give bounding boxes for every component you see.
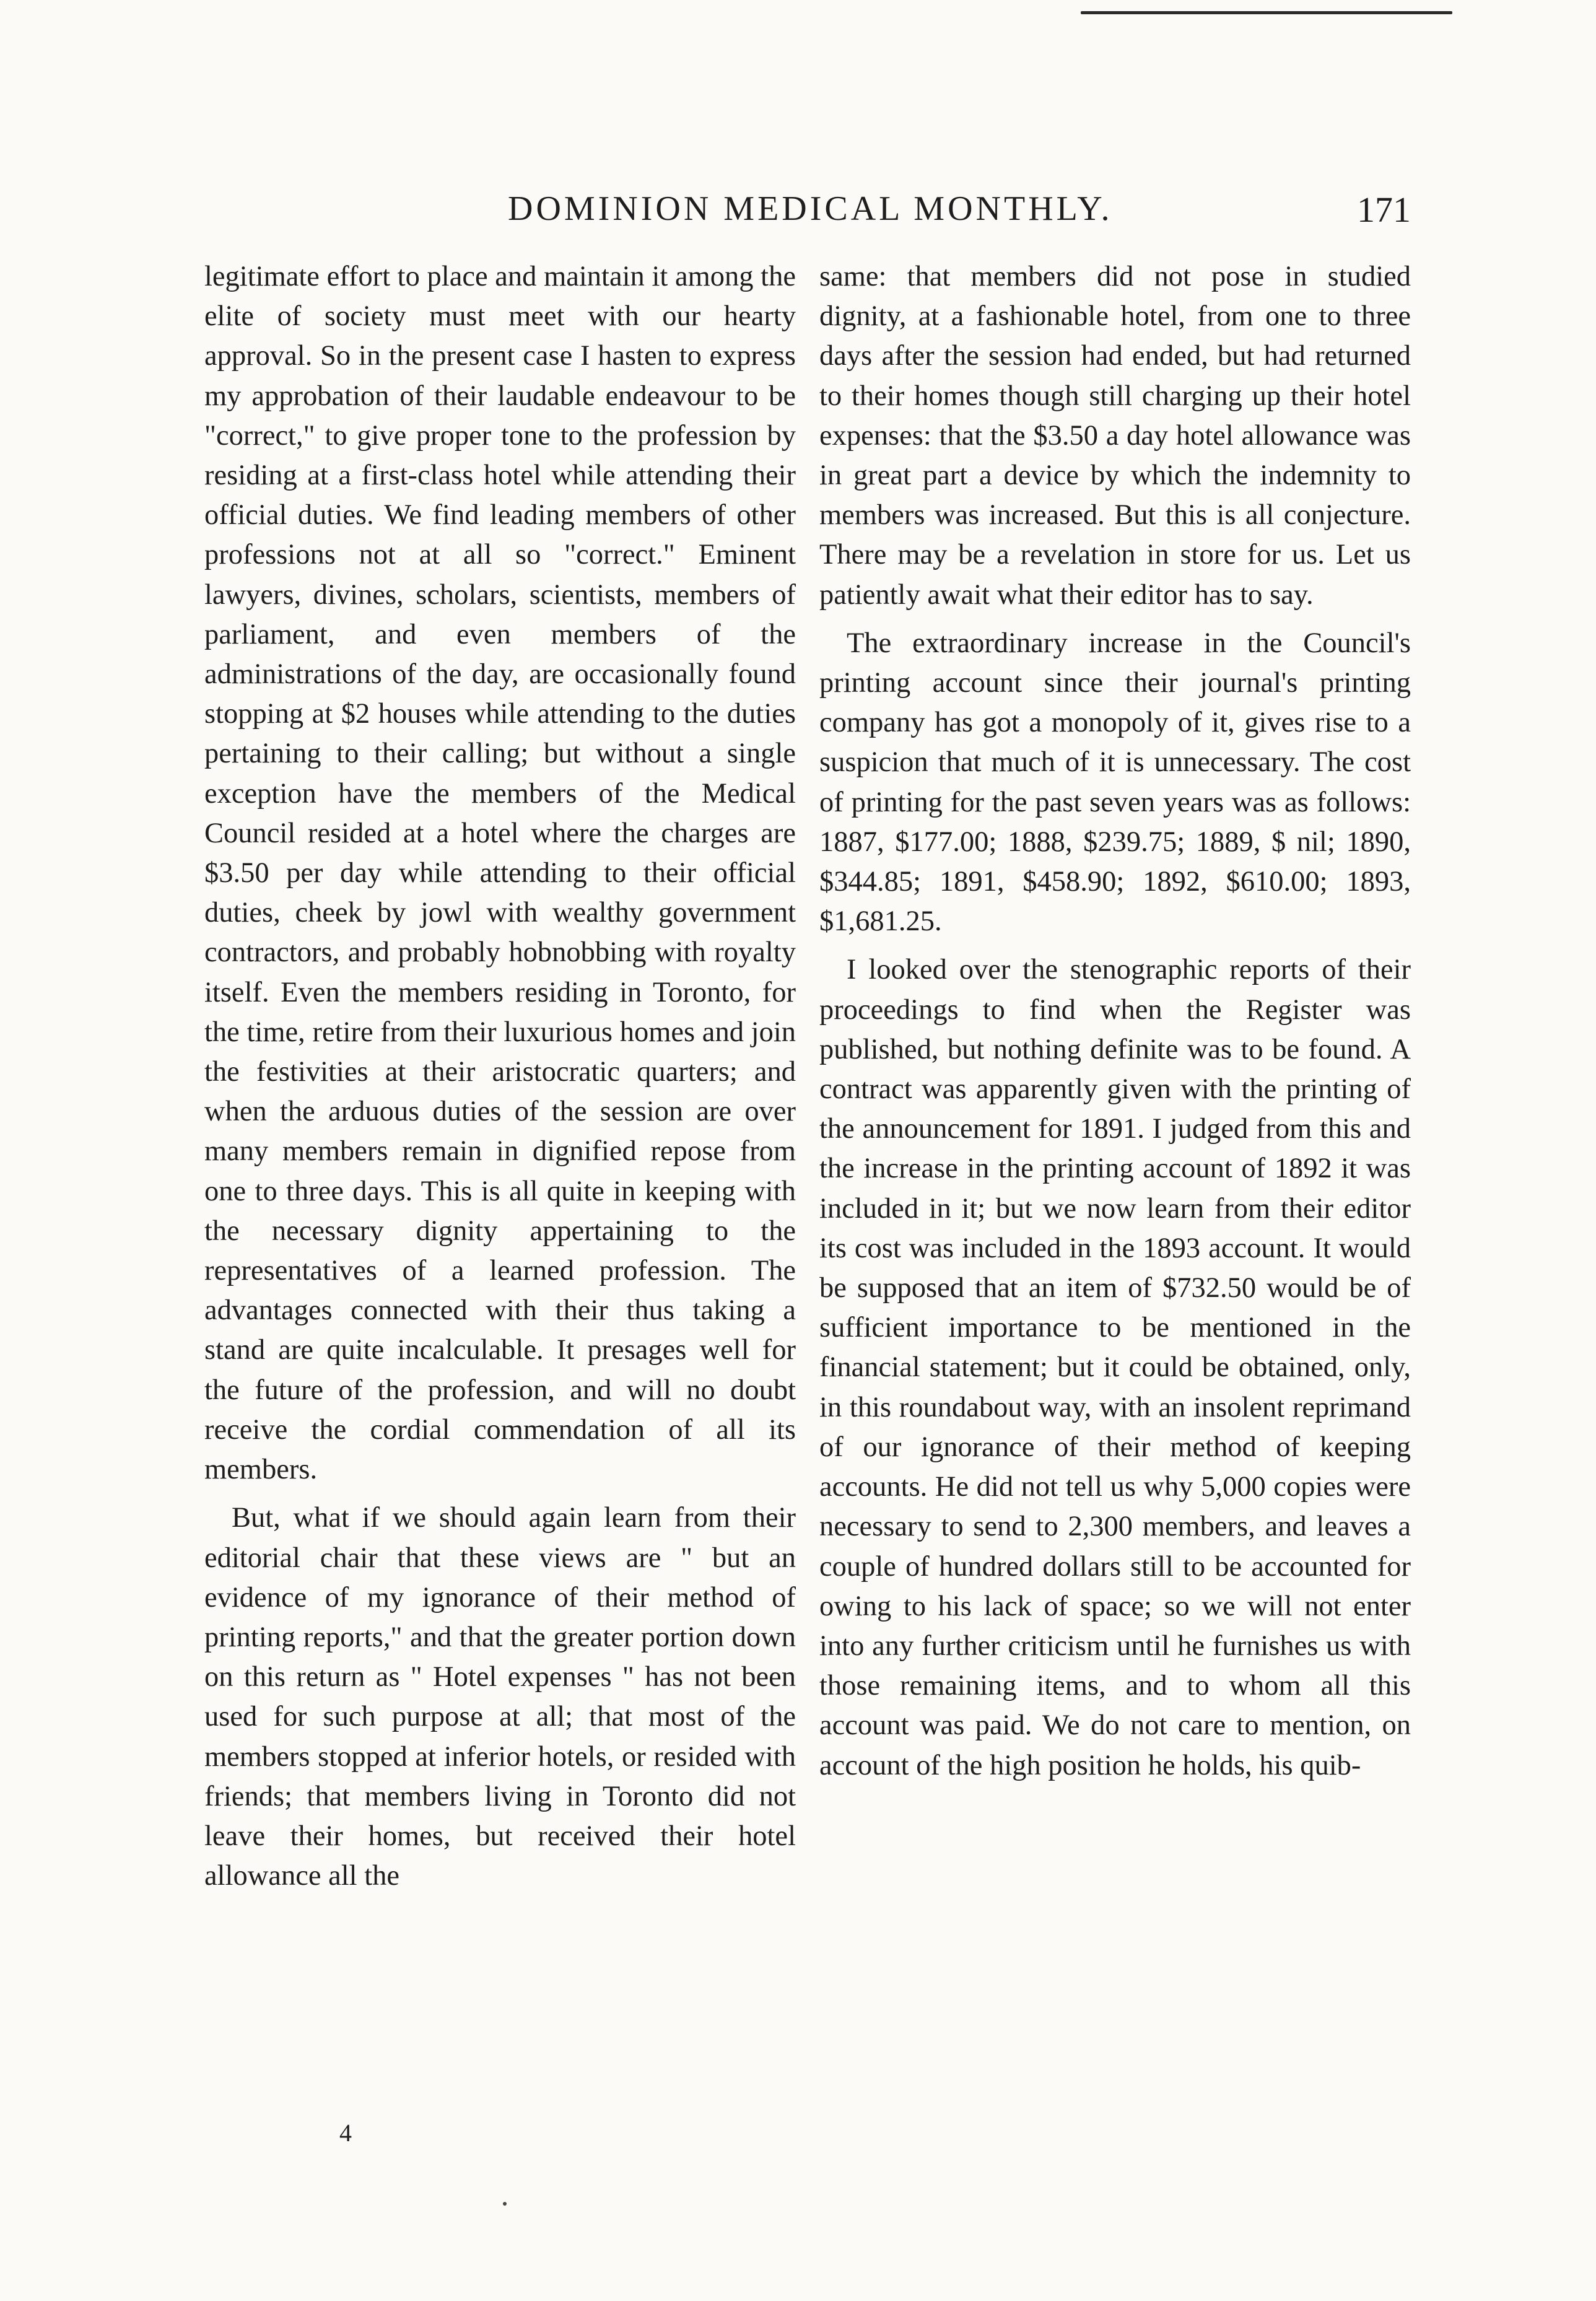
left-paragraph-1: legitimate effort to place and maintain it among the elite of society must meet with our hearty approval. So in the present case I hasten to express my approbation of their laudable endeavour to be "correct," to give proper tone to the profession by residing at a first-class hotel while attending their official duties. We find leading members of other professions not at all so "correct." Eminent lawyers, divines, scholars, scientists, members of parliament, and even members of the administrations of the day, are occasionally found stopping at $2 houses while attending to the duties pertaining to their calling; but without a single exception have the members of the Medical Council resided at a hotel where the charges are $3.50 per day while attending to their official duties, cheek by jowl with wealthy government contractors, and probably hobnobbing with royalty itself. Even the members residing in Toronto, for the time, retire from their luxurious homes and join the festivities at their aristocratic quarters; and when the arduous duties of the session are over many members remain in dignified repose from one to three days. This is all quite in keeping with the necessary dignity appertaining to the representatives of a learned profession. The advantages connected with their thus taking a stand are quite incalculable. It presages well for the future of the profession, and will no doubt receive the cordial commendation of all its members. [204,261,796,1486]
right-paragraph-1: same: that members did not pose in studied dignity, at a fashionable hotel, from one to three days after the session had ended, but had returned to their homes though still charging up their hotel expenses: that the $3.50 a day hotel allowance was in great part a device by which the indemnity to members was increased. But this is all conjecture. There may be a revelation in store for us. Let us patiently await what their editor has to say. [819,261,1411,611]
signature-mark: 4 [339,2119,352,2147]
page-number: 171 [1357,190,1411,230]
top-edge-rule [1081,11,1452,14]
paper-speck [503,2202,507,2206]
right-paragraph-2: The extraordinary increase in the Council's printing account since their journal's printing company has got a monopoly of it, gives rise to a suspicion that much of it is unnecessary. The cost of printing for the past seven years was as follows: 1887, $177.00; 1888, $239.75; 1889, $ nil; 1890, $344.85; 1891, $458.90; 1892, $610.00; 1893, $1,681.25. [819,627,1411,938]
right-paragraph-3: I looked over the stenographic reports of their proceedings to find when the Register was published, but nothing definite was to be found. A contract was apparently given with the printing of the announcement for 1891. I judged from this and the increase in the printing account of 1892 it was included in it; but we now learn from their editor its cost was included in the 1893 account. It would be supposed that an item of $732.50 would be of sufficient importance to be mentioned in the financial statement; but it could be obtained, only, in this roundabout way, with an insolent reprimand of our ignorance of their method of keeping accounts. He did not tell us why 5,000 copies were necessary to send to 2,300 members, and leaves a couple of hundred dollars still to be accounted for owing to his lack of space; so we will not enter into any further criticism until he furnishes us with those remaining items, and to whom all this account was paid. We do not care to mention, on account of the high position he holds, his quib- [819,954,1411,1781]
running-title: DOMINION MEDICAL MONTHLY. [508,190,1113,228]
right-column [819,257,1411,1786]
left-column [204,257,796,1896]
left-paragraph-2: But, what if we should again learn from their editorial chair that these views are " but an evidence of my ignorance of their method of printing reports," and that the greater portion down on this return as " Hotel expenses " has not been used for such purpose at all; that most of the members stopped at inferior hotels, or resided with friends; that members living in Toronto did not leave their homes, but received their hotel allowance all the [204,1502,796,1892]
page-header [204,189,1411,245]
